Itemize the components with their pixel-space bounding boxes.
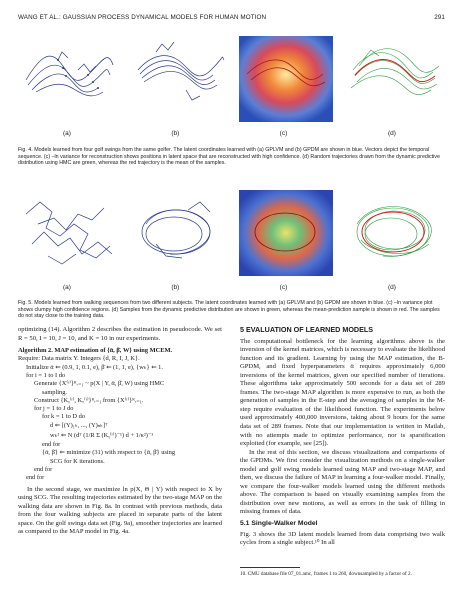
fig5-panel-c bbox=[235, 184, 337, 296]
algorithm-line: end for bbox=[42, 441, 61, 449]
algorithm-line: sampling. bbox=[42, 388, 68, 396]
fig4-label-b: (b) bbox=[171, 130, 180, 137]
fig4-panel-c bbox=[235, 30, 337, 142]
running-header bbox=[18, 14, 445, 26]
left-para-1: optimizing (14). Algorithm 2 describes the estimation in pseudocode. We set R = 50, I = 10, J = 10, and K = 10 in our experiments. bbox=[18, 326, 222, 342]
right-para-1: The computational bottleneck for the learning algorithms above is the inversion of the kernel matrices, which is necessary to evaluate the likelihood function and its gradient. Learning by using the MAP estimation, the B-GPDM, and fixed hyperparameters ᾱ requires approximately 6,000 inversions of the kernel matrices, given our specified number of iterations. These algorithms take approximately 500 seconds for a data set of 289 frames. The two-stage MAP algorithm is more expensive to run, as both the generation of samples in the E-step and the averaging of samples in the M-step require evaluation of the likelihood function. The experiments below used approximately 400,000 inversions, taking about 9 hours for the same data set of 289 frames. Note that our implementation is written in Matlab, with no attempts made to optimize performance, nor is sparsification exploited (for example, see [25]). bbox=[240, 337, 445, 448]
page-number: 291 bbox=[434, 14, 445, 21]
algorithm-line: {ᾱ, β̄} ⇐ minimize (31) with respect to {ᾱ, β̄} using bbox=[42, 449, 176, 457]
figure-4 bbox=[18, 30, 445, 142]
algorithm-title: Algorithm 2. MAP estimation of {ᾱ, β̄, W} using MCEM. bbox=[18, 347, 173, 355]
algorithm-line: Initialize ᾱ ⇐ (0.9, 1, 0.1, e), β̄ ⇐ (1, 1, e), {wₖ} ⇐ 1. bbox=[26, 363, 163, 371]
running-title: WANG ET AL.: GAUSSIAN PROCESS DYNAMICAL MODELS FOR HUMAN MOTION bbox=[18, 14, 267, 21]
fig5-label-c: (c) bbox=[279, 284, 288, 291]
left-column bbox=[18, 326, 222, 537]
left-para-2: In the second stage, we maximize ln p(X, Θ | Y) with respect to X by using SCG. The resulting trajectories estimated by the two-stage MAP on the walking data are shown in Fig. 8a. In contrast with previous methods, data from the four walking subjects are placed in separate parts of the latent space. On the golf swings data set (Fig. 9a), smoother trajectories are learned as compared to the MAP model in Fig. 4a. bbox=[18, 485, 222, 536]
footnote-rule bbox=[240, 567, 300, 568]
fig5-gpdm-plot bbox=[126, 184, 228, 284]
algorithm-line: wₖ² ⇐ N (dᵀ (1/R Σ (Kᵧ⁽ʳ⁾)⁻¹) d + 1/κ²)⁻¹ bbox=[50, 432, 154, 440]
footnote: 10. CMU database file 07_01.amc, frames 1 to 260, downsampled by a factor of 2. bbox=[240, 571, 412, 577]
fig5-panel-a bbox=[18, 184, 120, 296]
fig4-label-c: (c) bbox=[279, 130, 288, 137]
fig4-samples-plot bbox=[343, 30, 445, 130]
figure-5 bbox=[18, 184, 445, 296]
fig4-panel-b bbox=[126, 30, 228, 142]
right-para-3: Fig. 3 shows the 3D latent models learned from data comprising two walk cycles from a single subject.¹⁰ In all bbox=[240, 530, 445, 547]
fig5-label-a: (a) bbox=[63, 284, 71, 291]
fig4-gplvm-plot bbox=[18, 30, 120, 130]
fig4-panel-d bbox=[343, 30, 445, 142]
fig4-label-a: (a) bbox=[63, 130, 71, 137]
fig4-panel-a bbox=[18, 30, 120, 142]
fig5-panel-d bbox=[343, 184, 445, 296]
fig5-panel-b bbox=[126, 184, 228, 296]
fig5-variance-heatmap bbox=[235, 184, 337, 284]
algorithm-line: end for bbox=[26, 474, 45, 482]
fig4-caption: Fig. 4. Models learned from four golf swings from the same golfer. The latent coordinates learned with (a) GPLVM and (b) GPDM are shown in blue. Vectors depict the temporal sequence. (c) –ln variance for reconstruction shows positions in latent space that are reconstructed with high confidence. (d) Random trajectories drawn from the dynamic predictive distribution using HMC are green, whereas the red trajectory is the mean of the samples. bbox=[18, 147, 440, 167]
fig4-gpdm-plot bbox=[126, 30, 228, 130]
fig5-samples-plot bbox=[343, 184, 445, 284]
algorithm-line: Generate {X⁽ʳ⁾}ᴿᵣ₌₁ ~ p(X | Y, ᾱ, β̄, W) using HMC bbox=[34, 380, 165, 388]
right-column bbox=[240, 326, 445, 548]
fig4-label-d: (d) bbox=[387, 130, 396, 137]
algorithm-line: end for bbox=[34, 465, 53, 473]
subsection-heading: 5.1 Single-Walker Model bbox=[240, 520, 318, 528]
algorithm-line: for i = 1 to I do bbox=[26, 371, 66, 379]
algorithm-line: for j = 1 to J do bbox=[34, 405, 74, 413]
algorithm-line: Require: Data matrix Y. Integers {d, R, I, J, K}. bbox=[18, 355, 140, 363]
fig5-caption: Fig. 5. Models learned from walking sequences from two different subjects. The latent coordinates learned with (a) GPLVM and (b) GPDM are shown in blue. (c) –ln variance plot shows clumpy high confidence regions. (d) Samples from the dynamic predictive distribution are shown in green, whereas the mean-prediction sample is shown in red. The samples do not stay close to the training data. bbox=[18, 300, 440, 320]
fig5-gplvm-plot bbox=[18, 184, 120, 284]
algorithm-line: d ⇐ [(Y)₁ₖ, ..., (Y)ₙₖ]ᵀ bbox=[50, 421, 108, 429]
right-para-2: In the rest of this section, we discuss visualizations and comparisons of the GPDMs. We first consider the visualization methods on a single-walker model and golf swing models learned using MAP and two-stage MAP, and then, we discuss the failure of MAP in learning a four-walker model. Finally, we compare the four-walker models learned using the different methods above. The comparison is based on visually examining samples from the distribution over new motions, as well as errors in the task of filling in missing frames of data. bbox=[240, 448, 445, 516]
algorithm-line: SCG for K iterations. bbox=[50, 457, 105, 465]
fig4-variance-heatmap bbox=[235, 30, 337, 130]
algorithm-line: Construct {Kᵧ⁽ʳ⁾, Kₓ⁽ʳ⁾}ᴿᵣ₌₁ from {X⁽ʳ⁾}ᴿᵣ₌₁. bbox=[34, 396, 144, 404]
section-heading: 5 EVALUATION OF LEARNED MODELS bbox=[240, 325, 374, 334]
fig5-label-b: (b) bbox=[171, 284, 180, 291]
algorithm-line: for k = 1 to D do bbox=[42, 413, 86, 421]
fig5-label-d: (d) bbox=[387, 284, 396, 291]
algorithm-2 bbox=[18, 347, 222, 482]
